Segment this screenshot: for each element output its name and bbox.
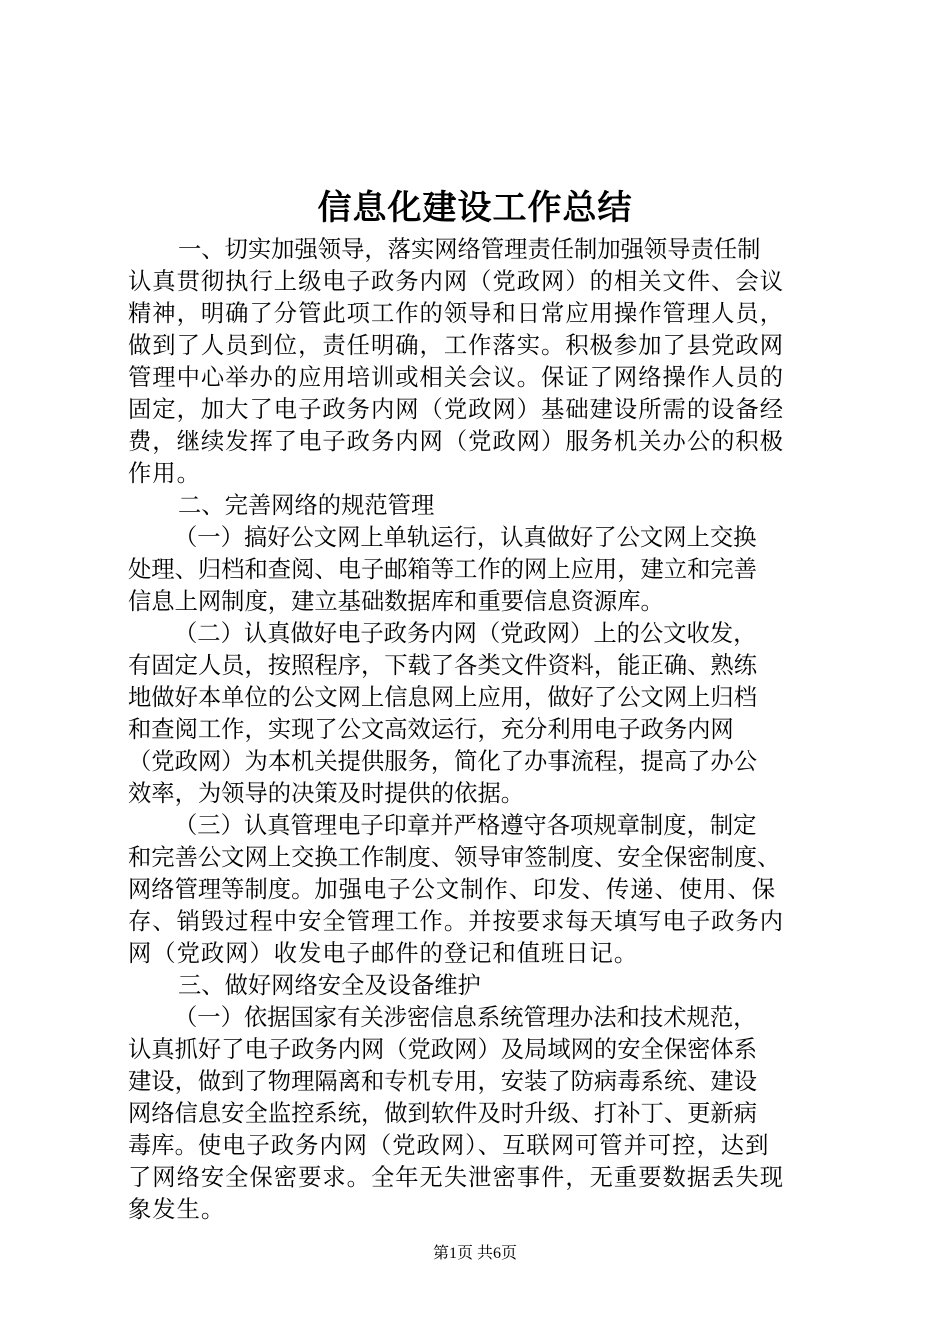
text-run: 加强电子公文制作、印发、传递、使用、保 [314,876,777,903]
text-line: （二）认真做好电子政务内网（党政网）上的公文收发， [174,620,757,647]
text-line: 效率，为领导的决策及时提供的依据。 [128,780,525,807]
text-line: （一）依据国家有关涉密信息系统管理办法和技术规范， [174,1004,757,1031]
text-line: 象发生。 [128,1196,226,1223]
document-body [128,234,830,1226]
text-run: 网络管理等制度。 [128,876,315,903]
text-line: 处理、归档和查阅、电子邮箱等工作的网上应用，建立和完善 [128,556,758,583]
text-line: 建设，做到了物理隔离和专机专用，安装了防病毒系统、建设 [128,1068,758,1095]
text-line: 二、完善网络的规范管理 [178,492,435,519]
page-footer: 第1页 共6页 [432,1245,517,1262]
text-line: 费，继续发挥了电子政务内网（党政网）服务机关办公的积极 [128,428,785,455]
text-line: 三、做好网络安全及设备维护 [178,972,481,999]
text-line: 信息上网制度，建立基础数据库和重要信息资源库。 [128,588,664,615]
text-line: 固定，加大了电子政务内网（党政网）基础建设所需的设备经 [128,396,785,423]
text-line: （党政网）为本机关提供服务，简化了办事流程，提高了办公 [128,748,758,775]
text-line: 认真贯彻执行上级电子政务内网（党政网）的相关文件、会议 [128,268,785,295]
text-line: 作用。 [128,460,201,487]
text-line [128,1130,830,1162]
text-line: 和查阅工作，实现了公文高效运行，充分利用电子政务内网 [128,716,734,743]
text-line: 存、销毁过程中安全管理工作。并按要求每天填写电子政务内 [128,908,785,935]
text-line: 网络信息安全监控系统，做到软件及时升级、打补丁、更新病 [128,1100,758,1127]
text-line: （三）认真管理电子印章并严格遵守各项规章制度，制定 [174,812,757,839]
text-run: 使电子政务内网（党政网）、互联网可管并可控，达到 [197,1132,770,1159]
text-line: 一、切实加强领导，落实网络管理责任制加强领导责任制 [178,236,761,263]
document-title: 信息化建设工作总结 [317,188,633,228]
text-line: 精神，明确了分管此项工作的领导和日常应用操作管理人员， [128,300,785,327]
text-line [128,874,830,906]
text-line: 认真抓好了电子政务内网（党政网）及局域网的安全保密体系 [128,1036,758,1063]
text-line: （一）搞好公文网上单轨运行，认真做好了公文网上交换 [174,524,757,551]
text-line: 做到了人员到位，责任明确，工作落实。积极参加了县党政网 [128,332,785,359]
text-line: 和完善公文网上交换工作制度、领导审签制度、安全保密制度、 [128,844,781,871]
text-line: 管理中心举办的应用培训或相关会议。保证了网络操作人员的 [128,364,785,391]
text-run: 毒库。 [128,1132,198,1159]
text-line: 地做好本单位的公文网上信息网上应用，做好了公文网上归档 [128,684,758,711]
text-line: 了网络安全保密要求。全年无失泄密事件，无重要数据丢失现 [128,1164,785,1191]
text-line: 网（党政网）收发电子邮件的登记和值班日记。 [128,940,639,967]
text-line: 有固定人员，按照程序，下载了各类文件资料，能正确、熟练 [128,652,758,679]
